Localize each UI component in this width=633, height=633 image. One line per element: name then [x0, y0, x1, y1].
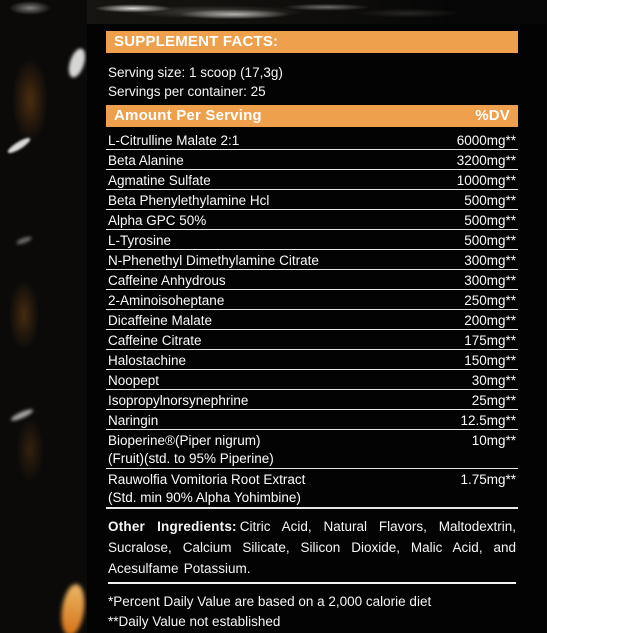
other-ingredients — [108, 516, 516, 579]
ingredient-amount: 250mg** — [464, 292, 516, 308]
ingredient-amount: 200mg** — [464, 312, 516, 328]
background-photo-top — [87, 0, 547, 24]
table-row — [106, 310, 518, 330]
table-row — [106, 170, 518, 190]
serving-info — [108, 63, 518, 101]
footnote-dv-not-established: **Daily Value not established — [108, 614, 281, 629]
ingredient-name: Caffeine Citrate — [108, 332, 202, 348]
ingredient-table — [106, 130, 518, 509]
table-row — [106, 130, 518, 150]
other-ingredients-label: Other Ingredients: — [108, 519, 237, 534]
ingredient-amount: 500mg** — [464, 212, 516, 228]
ingredient-amount: 175mg** — [464, 332, 516, 348]
ingredient-subname: (Fruit)(std. to 95% Piperine) — [108, 451, 274, 466]
amount-per-serving-header: Amount Per Serving — [114, 107, 262, 124]
ingredient-amount: 12.5mg** — [460, 412, 516, 428]
background-photo-left — [0, 0, 87, 633]
table-row — [106, 330, 518, 350]
serving-size: Serving size: 1 scoop (17,3g) — [108, 65, 283, 80]
background-white-strip — [547, 0, 633, 633]
table-row — [106, 150, 518, 170]
orange-flame-streak — [58, 583, 87, 633]
ingredient-name: Bioperine®(Piper nigrum) — [108, 432, 261, 448]
ingredient-name: L-Citrulline Malate 2:1 — [108, 132, 240, 148]
paint-streak — [10, 407, 34, 422]
ingredient-amount: 300mg** — [464, 272, 516, 288]
supplement-facts-panel — [87, 0, 547, 633]
ingredient-name: Noopept — [108, 372, 160, 388]
ingredient-name: Rauwolfia Vomitoria Root Extract — [108, 471, 306, 487]
ingredient-amount: 25mg** — [471, 392, 516, 408]
supplement-facts-title: SUPPLEMENT FACTS: — [114, 33, 279, 50]
other-ingredients-text: Citric Acid, Natural Flavors, Maltodextrin, Sucralose, Calcium Silicate, Silicon Dioxide, Malic Acid, and Acesulfame Potassium. — [108, 519, 516, 576]
servings-per-container: Servings per container: 25 — [108, 84, 266, 99]
table-row — [106, 390, 518, 410]
ingredient-name: L-Tyrosine — [108, 232, 172, 248]
ingredient-name: 2-Aminoisoheptane — [108, 292, 225, 308]
table-row — [106, 190, 518, 210]
ingredient-amount: 6000mg** — [456, 132, 516, 148]
footnote-percent-dv: *Percent Daily Value are based on a 2,000 calorie diet — [108, 594, 432, 609]
ingredient-name: N-Phenethyl Dimethylamine Citrate — [108, 252, 319, 268]
ingredient-amount: 500mg** — [464, 232, 516, 248]
table-row — [106, 430, 518, 469]
ingredient-amount: 10mg** — [471, 432, 516, 448]
ingredient-name: Beta Alanine — [108, 152, 184, 168]
ingredient-amount: 1000mg** — [456, 172, 516, 188]
footnotes — [108, 592, 518, 632]
ingredient-amount: 30mg** — [471, 372, 516, 388]
table-row — [106, 370, 518, 390]
table-row — [106, 270, 518, 290]
table-row — [106, 210, 518, 230]
ingredient-name: Halostachine — [108, 352, 187, 368]
paint-streak — [16, 235, 33, 245]
table-row — [106, 250, 518, 270]
dv-header: %DV — [475, 107, 510, 124]
table-header — [106, 105, 518, 127]
ingredient-amount: 300mg** — [464, 252, 516, 268]
ingredient-name: Agmatine Sulfate — [108, 172, 211, 188]
table-row — [106, 469, 518, 509]
ingredient-amount: 150mg** — [464, 352, 516, 368]
ingredient-name: Naringin — [108, 412, 159, 428]
paint-streak — [66, 47, 89, 80]
ingredient-name: Caffeine Anhydrous — [108, 272, 226, 288]
ingredient-amount: 3200mg** — [456, 152, 516, 168]
ingredient-amount: 500mg** — [464, 192, 516, 208]
ingredient-amount: 1.75mg** — [460, 471, 516, 487]
ingredient-name: Dicaffeine Malate — [108, 312, 213, 328]
table-row — [106, 410, 518, 430]
ingredient-subname: (Std. min 90% Alpha Yohimbine) — [108, 490, 301, 505]
ingredient-name: Beta Phenylethylamine Hcl — [108, 192, 270, 208]
supplement-facts-header — [106, 31, 518, 53]
table-row — [106, 230, 518, 250]
footnote-divider — [108, 582, 516, 584]
table-row — [106, 350, 518, 370]
ingredient-name: Isopropylnorsynephrine — [108, 392, 249, 408]
ingredient-name: Alpha GPC 50% — [108, 212, 207, 228]
table-row — [106, 290, 518, 310]
paint-streak — [6, 136, 32, 156]
